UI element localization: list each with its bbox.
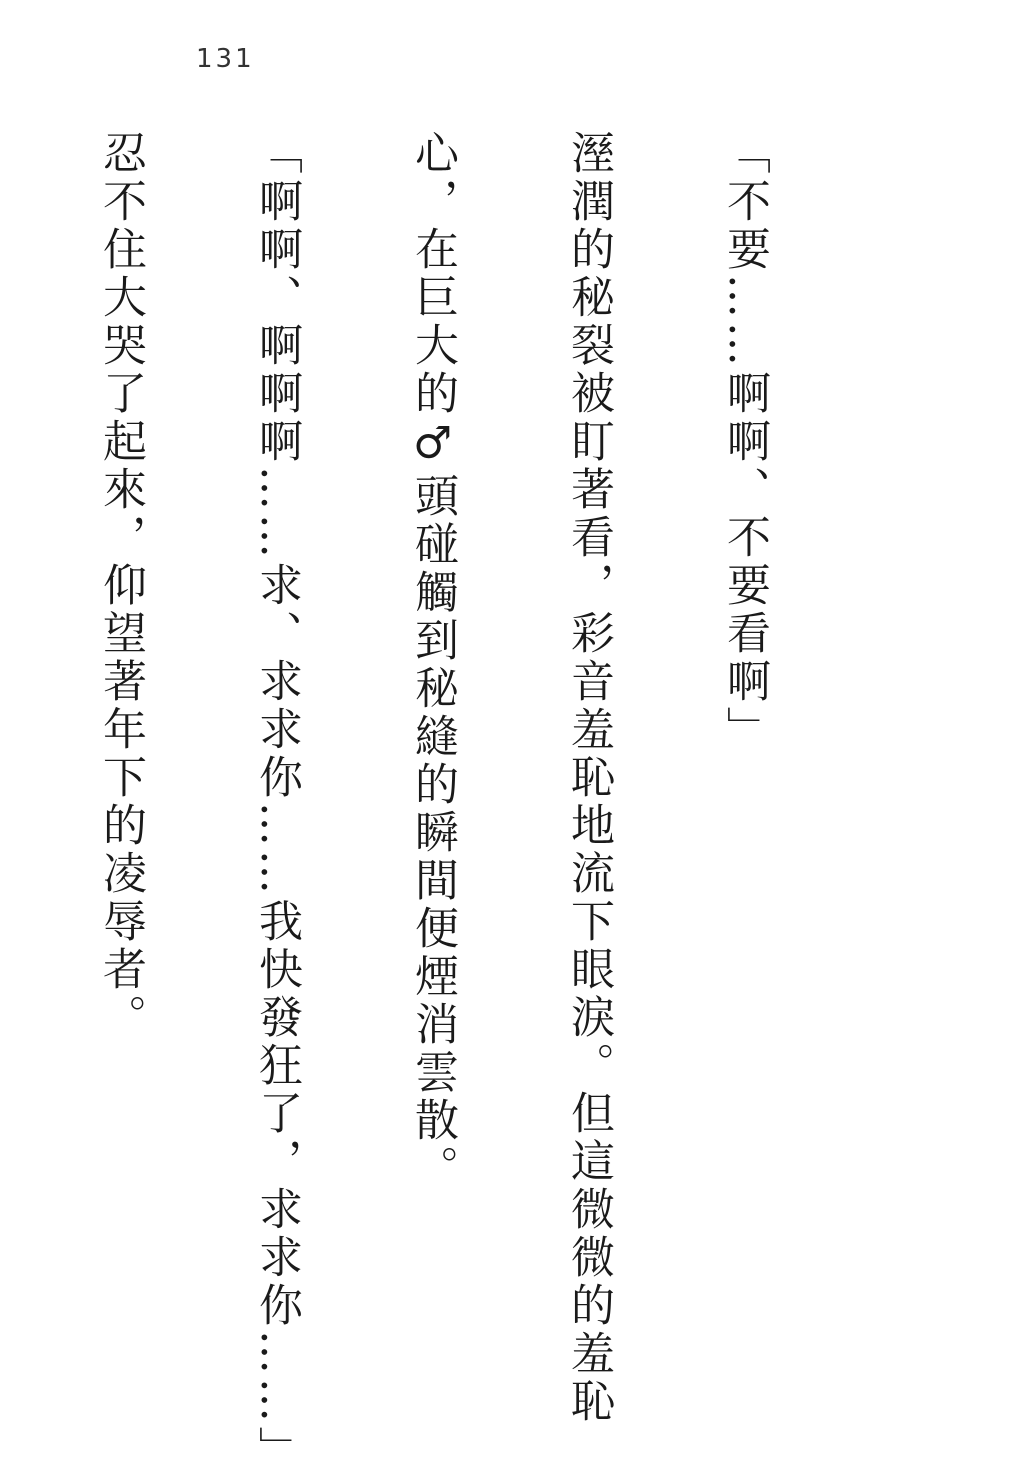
text-line: 忍不住大哭了起來，仰望著年下的凌辱者。 (95, 130, 146, 1042)
text-line: 溼潤的秘裂被盯著看，彩音羞恥地流下眼淚。但這微微的羞恥 (563, 130, 614, 1426)
text-line: 「啊啊、啊啊啊……求、求求你……我快發狂了，求求你……」 (251, 130, 302, 1474)
text-line: 「不要……啊啊、不要看啊」 (719, 130, 770, 754)
text-line: 心，在巨大的♂頭碰觸到秘縫的瞬間便煙消雲散。 (407, 130, 458, 1193)
vertical-text-block (95, 130, 874, 1474)
page-number: 131 (196, 44, 255, 74)
